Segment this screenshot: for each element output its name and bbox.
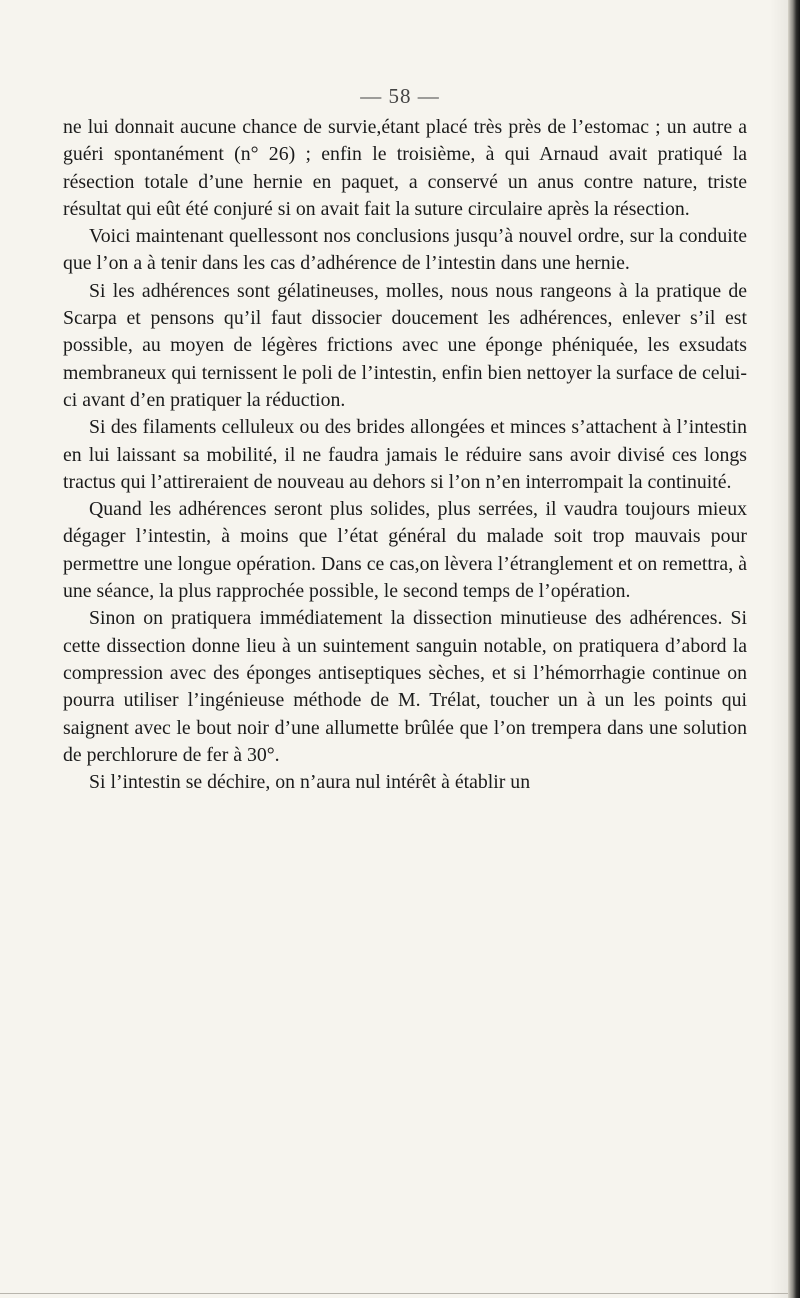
bottom-edge-rule	[0, 1293, 788, 1294]
paragraph-6: Sinon on pratiquera immédiatement la dissection minutieuse des adhérences. Si cette dissection donne lieu à un suintement sanguin notable, on pratiquera d’abord la compression avec des éponges antiseptiques sèches, et si l’hémorrhagie continue on pourra utiliser l’ingénieuse méthode de M. Trélat, toucher un à un les points qui saignent avec le bout noir d’une allumette brûlée que l’on trempera dans une solution de perchlorure de fer à 30°.	[63, 607, 747, 766]
binding-shadow	[770, 0, 788, 1298]
paragraph-2: Voici maintenant quellessont nos conclusions jusqu’à nouvel ordre, sur la conduite que l’on a à tenir dans les cas d’adhérence de l’intestin dans une hernie.	[63, 225, 747, 275]
paragraph-5: Quand les adhérences seront plus solides, plus serrées, il vaudra toujours mieux dégager l’intestin, à moins que l’état général du malade soit trop mauvais pour permettre une longue opération. Dans ce cas,on lèvera l’étranglement et on remettra, à une séance, la plus rapprochée possible, le second temps de l’opération.	[63, 498, 747, 603]
paragraph-7: Si l’intestin se déchire, on n’aura nul intérêt à établir un	[89, 771, 531, 794]
paragraph-1: ne lui donnait aucune chance de survie,étant placé très près de l’estomac ; un autre a guéri spontanément (n° 26) ; enfin le troisième, à qui Arnaud avait pratiqué la résection totale d’une hernie en paquet, a conservé un anus contre nature, triste résultat qui eût été conjuré si on avait fait la suture circulaire après la résection.	[63, 116, 747, 220]
paragraph-4: Si des filaments celluleux ou des brides allongées et minces s’attachent à l’intestin en lui laissant sa mobilité, il ne faudra jamais le réduire sans avoir divisé ces longs tractus qui l’attireraient de nouveau au dehors si l’on n’en interrompait la continuité.	[63, 416, 747, 493]
body-text	[63, 114, 747, 796]
page-binding-edge	[788, 0, 800, 1298]
paragraph-3: Si les adhérences sont gélatineuses, molles, nous nous rangeons à la pratique de Scarpa et pensons qu’il faut dissocier doucement les adhérences, enlever s’il est possible, au moyen de légères frictions avec une éponge phéniquée, les exsudats membraneux qui ternissent le poli de l’intestin, enfin bien nettoyer la surface de celui-ci avant d’en pratiquer la réduction.	[63, 279, 747, 411]
page-number: — 58 —	[360, 84, 440, 108]
